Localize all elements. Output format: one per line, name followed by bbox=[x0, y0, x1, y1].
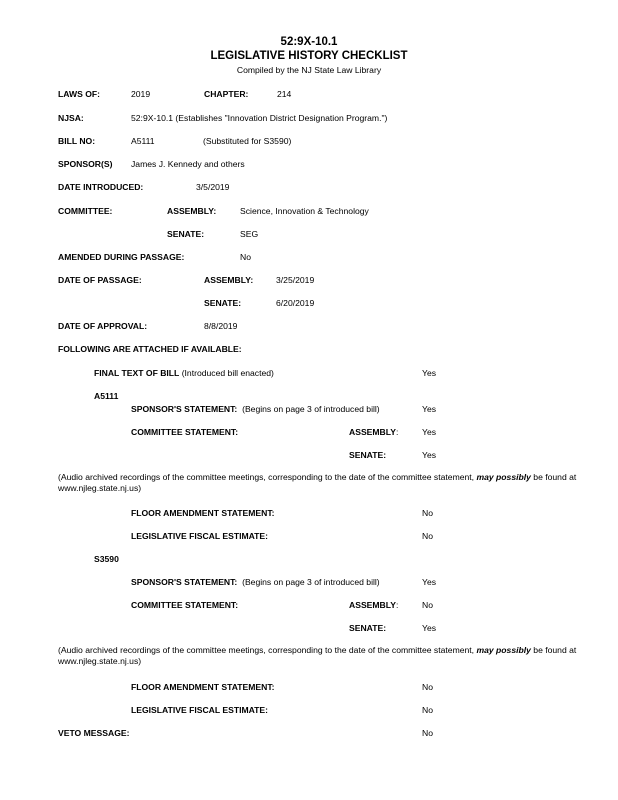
s3590-committee-assembly bbox=[349, 601, 398, 610]
veto-value: No bbox=[422, 728, 433, 738]
s3590-fiscal-value: No bbox=[422, 705, 433, 715]
a5111-sponsor-stmt-note: (Begins on page 3 of introduced bill) bbox=[242, 404, 380, 414]
a5111-audio-note-1: (Audio archived recordings of the committee meetings, corresponding to the date of the committee statement, bbox=[58, 472, 477, 482]
amended-value: No bbox=[240, 252, 251, 262]
approval-value: 8/8/2019 bbox=[204, 321, 238, 331]
s3590-title: S3590 bbox=[94, 554, 119, 564]
final-text-value: Yes bbox=[422, 368, 437, 378]
a5111-committee-senate-value: Yes bbox=[422, 450, 437, 460]
a5111-committee-assembly-value: Yes bbox=[422, 427, 437, 437]
a5111-sponsor-stmt bbox=[131, 405, 380, 414]
s3590-committee-assembly-colon: : bbox=[395, 600, 399, 610]
committee-senate-value: SEG bbox=[240, 229, 259, 239]
committee-assembly-value: Science, Innovation & Technology bbox=[240, 206, 369, 216]
page-title: LEGISLATIVE HISTORY CHECKLIST bbox=[210, 50, 408, 62]
s3590-audio-note-2: be found at www.njleg.state.nj.us) bbox=[58, 645, 577, 666]
final-text-note: (Introduced bill enacted) bbox=[181, 368, 274, 378]
s3590-sponsor-stmt-value: Yes bbox=[422, 577, 437, 587]
passage-senate-label: SENATE: bbox=[204, 298, 242, 308]
passage-assembly-label: ASSEMBLY: bbox=[204, 275, 254, 285]
page-subtitle: Compiled by the NJ State Law Library bbox=[236, 65, 382, 75]
approval-label: DATE OF APPROVAL: bbox=[58, 321, 148, 331]
final-text-row bbox=[94, 369, 274, 378]
committee-label: COMMITTEE: bbox=[58, 206, 113, 216]
s3590-floor-label: FLOOR AMENDMENT STATEMENT: bbox=[131, 682, 275, 692]
s3590-sponsor-stmt-label: SPONSOR'S STATEMENT: bbox=[131, 577, 238, 587]
citation: 52:9X-10.1 bbox=[280, 36, 338, 48]
s3590-sponsor-stmt-note: (Begins on page 3 of introduced bill) bbox=[242, 577, 380, 587]
date-introduced-label: DATE INTRODUCED: bbox=[58, 182, 144, 192]
s3590-floor-value: No bbox=[422, 682, 433, 692]
a5111-committee-stmt-label: COMMITTEE STATEMENT: bbox=[131, 427, 239, 437]
amended-label: AMENDED DURING PASSAGE: bbox=[58, 252, 185, 262]
a5111-audio-note-2: be found at www.njleg.state.nj.us) bbox=[58, 472, 577, 493]
s3590-audio-note-1: (Audio archived recordings of the committee meetings, corresponding to the date of the committee statement, bbox=[58, 645, 477, 655]
a5111-committee-assembly-label: ASSEMBLY bbox=[349, 427, 396, 437]
a5111-audio-note-em: may possibly bbox=[476, 472, 531, 482]
s3590-committee-assembly-value: No bbox=[422, 600, 433, 610]
a5111-sponsor-stmt-label: SPONSOR'S STATEMENT: bbox=[131, 404, 238, 414]
date-introduced-value: 3/5/2019 bbox=[196, 182, 230, 192]
a5111-floor-label: FLOOR AMENDMENT STATEMENT: bbox=[131, 508, 275, 518]
veto-label: VETO MESSAGE: bbox=[58, 728, 130, 738]
a5111-fiscal-value: No bbox=[422, 531, 433, 541]
passage-label: DATE OF PASSAGE: bbox=[58, 275, 142, 285]
s3590-committee-assembly-label: ASSEMBLY bbox=[349, 600, 396, 610]
njsa-value: 52:9X-10.1 (Establishes "Innovation District Designation Program.") bbox=[131, 113, 388, 123]
s3590-committee-senate-label: SENATE: bbox=[349, 623, 387, 633]
final-text-label: FINAL TEXT OF BILL bbox=[94, 368, 180, 378]
passage-assembly-value: 3/25/2019 bbox=[276, 275, 315, 285]
a5111-audio-note bbox=[58, 472, 603, 494]
sponsor-value: James J. Kennedy and others bbox=[131, 159, 245, 169]
s3590-committee-stmt-label: COMMITTEE STATEMENT: bbox=[131, 600, 239, 610]
s3590-committee-senate-value: Yes bbox=[422, 623, 437, 633]
a5111-committee-assembly bbox=[349, 428, 398, 437]
s3590-sponsor-stmt bbox=[131, 578, 380, 587]
chapter-value: 214 bbox=[277, 89, 292, 99]
committee-assembly-label: ASSEMBLY: bbox=[167, 206, 217, 216]
a5111-sponsor-stmt-value: Yes bbox=[422, 404, 437, 414]
a5111-fiscal-label: LEGISLATIVE FISCAL ESTIMATE: bbox=[131, 531, 269, 541]
s3590-fiscal-label: LEGISLATIVE FISCAL ESTIMATE: bbox=[131, 705, 269, 715]
bill-no-note: (Substituted for S3590) bbox=[203, 136, 292, 146]
committee-senate-label: SENATE: bbox=[167, 229, 205, 239]
passage-senate-value: 6/20/2019 bbox=[276, 298, 315, 308]
attached-heading: FOLLOWING ARE ATTACHED IF AVAILABLE: bbox=[58, 344, 242, 354]
a5111-committee-senate-label: SENATE: bbox=[349, 450, 387, 460]
sponsor-label: SPONSOR(S) bbox=[58, 159, 113, 169]
a5111-title: A5111 bbox=[94, 391, 119, 401]
s3590-audio-note-em: may possibly bbox=[476, 645, 531, 655]
bill-no-label: BILL NO: bbox=[58, 136, 96, 146]
njsa-label: NJSA: bbox=[58, 113, 84, 123]
laws-of-label: LAWS OF: bbox=[58, 89, 101, 99]
bill-no-value: A5111 bbox=[131, 136, 155, 146]
chapter-label: CHAPTER: bbox=[204, 89, 249, 99]
a5111-committee-assembly-colon: : bbox=[395, 427, 399, 437]
s3590-audio-note bbox=[58, 645, 603, 667]
laws-of-value: 2019 bbox=[131, 89, 151, 99]
a5111-floor-value: No bbox=[422, 508, 433, 518]
